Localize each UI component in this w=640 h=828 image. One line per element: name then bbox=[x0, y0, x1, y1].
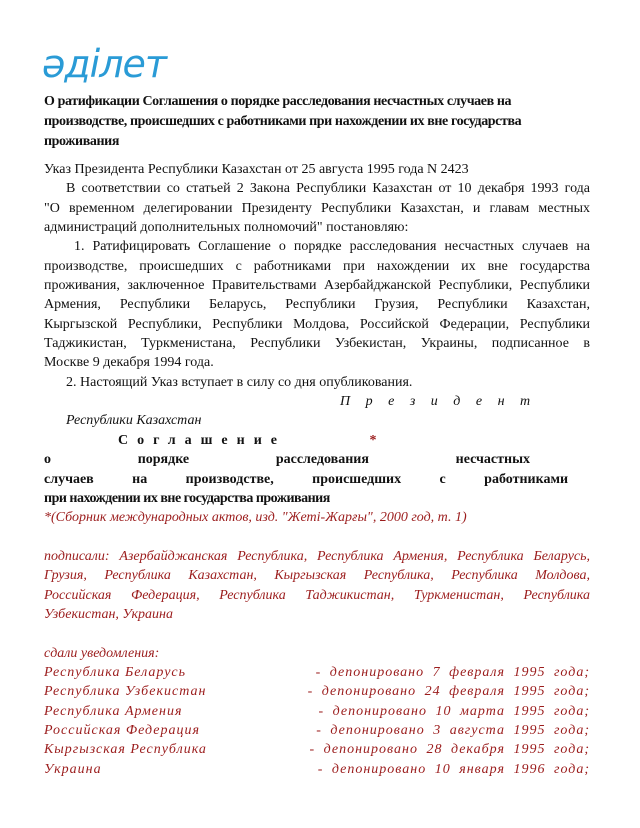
signatories-line: Грузия, Республика Казахстан, Кыргызская Республика, Республика Молдова, bbox=[44, 568, 590, 584]
country: Кыргызская Республика bbox=[44, 742, 207, 758]
deposit-date: - депонировано 7 февраля 1995 года; bbox=[315, 664, 590, 680]
preamble-line: "О временном делегировании Президенту Республики Казахстан, и главам местных bbox=[44, 200, 590, 216]
notification-row bbox=[44, 682, 590, 701]
article-1-line: Таджикистан, Туркменистана, Республики Узбекистан, Украины, подписанное в bbox=[44, 336, 590, 352]
deposit-date: - депонировано 24 февраля 1995 года; bbox=[307, 684, 590, 700]
agreement-subtitle-line bbox=[44, 470, 590, 489]
word: на bbox=[132, 471, 148, 487]
article-1-line: 1. Ратифицировать Соглашение о порядке расследования несчастных случаев на bbox=[74, 239, 590, 255]
title-line: О ратификации Соглашения о порядке расследования несчастных случаев на bbox=[44, 94, 512, 109]
document-body bbox=[44, 160, 590, 779]
article-2: 2. Настоящий Указ вступает в силу со дня опубликования. bbox=[66, 374, 413, 390]
footnote: *(Сборник международных актов, изд. "Жеті-Жарғы", 2000 год, т. 1) bbox=[44, 510, 467, 526]
deposit-date: - депонировано 3 августа 1995 года; bbox=[316, 722, 590, 738]
article-1-line: Армения, Республики Беларусь, Республики Грузия, Республики Казахстан, bbox=[44, 297, 590, 313]
signature-country: Республики Казахстан bbox=[66, 413, 202, 429]
preamble-line: администраций дополнительных полномочий" постановляю: bbox=[44, 220, 409, 236]
country: Российская Федерация bbox=[44, 722, 200, 738]
word: несчастных bbox=[455, 452, 530, 468]
signatories-line: Российская Федерация, Республика Таджикистан, Туркменистан, Республика bbox=[44, 587, 590, 603]
word: о bbox=[44, 452, 51, 468]
country: Республика Беларусь bbox=[44, 664, 187, 680]
decree-header: Указ Президента Республики Казахстан от 25 августа 1995 года N 2423 bbox=[44, 162, 469, 177]
agreement-subtitle-line bbox=[44, 450, 590, 469]
preamble-line: В соответствии со статьей 2 Закона Республики Казахстан от 10 декабря 1993 года bbox=[66, 181, 590, 197]
word: производстве, bbox=[185, 471, 274, 487]
agreement-subtitle-line: при нахождении их вне государства проживания bbox=[44, 490, 330, 506]
country: Республика Узбекистан bbox=[44, 684, 207, 700]
word: случаев bbox=[44, 471, 94, 487]
deposit-date: - депонировано 10 января 1996 года; bbox=[317, 761, 590, 777]
agreement-heading bbox=[44, 431, 590, 450]
notifications-label: сдали уведомления: bbox=[44, 645, 160, 661]
logo-text: әділет bbox=[42, 42, 167, 86]
article-1-line: проживания, заключенное Правительствами Азербайджанской Республики, Республики bbox=[44, 278, 590, 294]
notification-row bbox=[44, 663, 590, 682]
notification-row bbox=[44, 740, 590, 759]
signature-title: П р е з и д е н т bbox=[340, 394, 537, 410]
country: Украина bbox=[44, 761, 102, 777]
notification-row bbox=[44, 702, 590, 721]
title-line: проживания bbox=[44, 134, 119, 149]
article-1-line: Кыргызской Республики, Республики Молдова, Российской Федерации, Республики bbox=[44, 316, 590, 332]
adilet-logo[interactable] bbox=[42, 40, 166, 84]
word: происшедших bbox=[312, 471, 402, 487]
title-line: производстве, происшедших с работниками при нахождении их вне государства bbox=[44, 114, 522, 129]
agreement-title: Соглашение bbox=[118, 432, 286, 448]
signatories-line: подписали: Азербайджанская Республика, Республика Армения, Республика Беларусь, bbox=[44, 548, 590, 564]
signatories-line: Узбекистан, Украина bbox=[44, 606, 173, 622]
footnote-marker: * bbox=[369, 432, 377, 448]
document-title bbox=[44, 92, 564, 152]
word: расследования bbox=[275, 452, 369, 468]
country: Республика Армения bbox=[44, 703, 183, 719]
word: порядке bbox=[137, 452, 190, 468]
deposit-date: - депонировано 10 марта 1995 года; bbox=[318, 703, 590, 719]
article-1-line: производстве, происшедших с работниками при нахождении их вне государства bbox=[44, 258, 590, 274]
word: с bbox=[439, 471, 446, 487]
notification-row bbox=[44, 721, 590, 740]
deposit-date: - депонировано 28 декабря 1995 года; bbox=[309, 742, 590, 758]
word: работниками bbox=[484, 471, 569, 487]
article-1-line: Москве 9 декабря 1994 года. bbox=[44, 355, 214, 371]
notification-row bbox=[44, 760, 590, 779]
